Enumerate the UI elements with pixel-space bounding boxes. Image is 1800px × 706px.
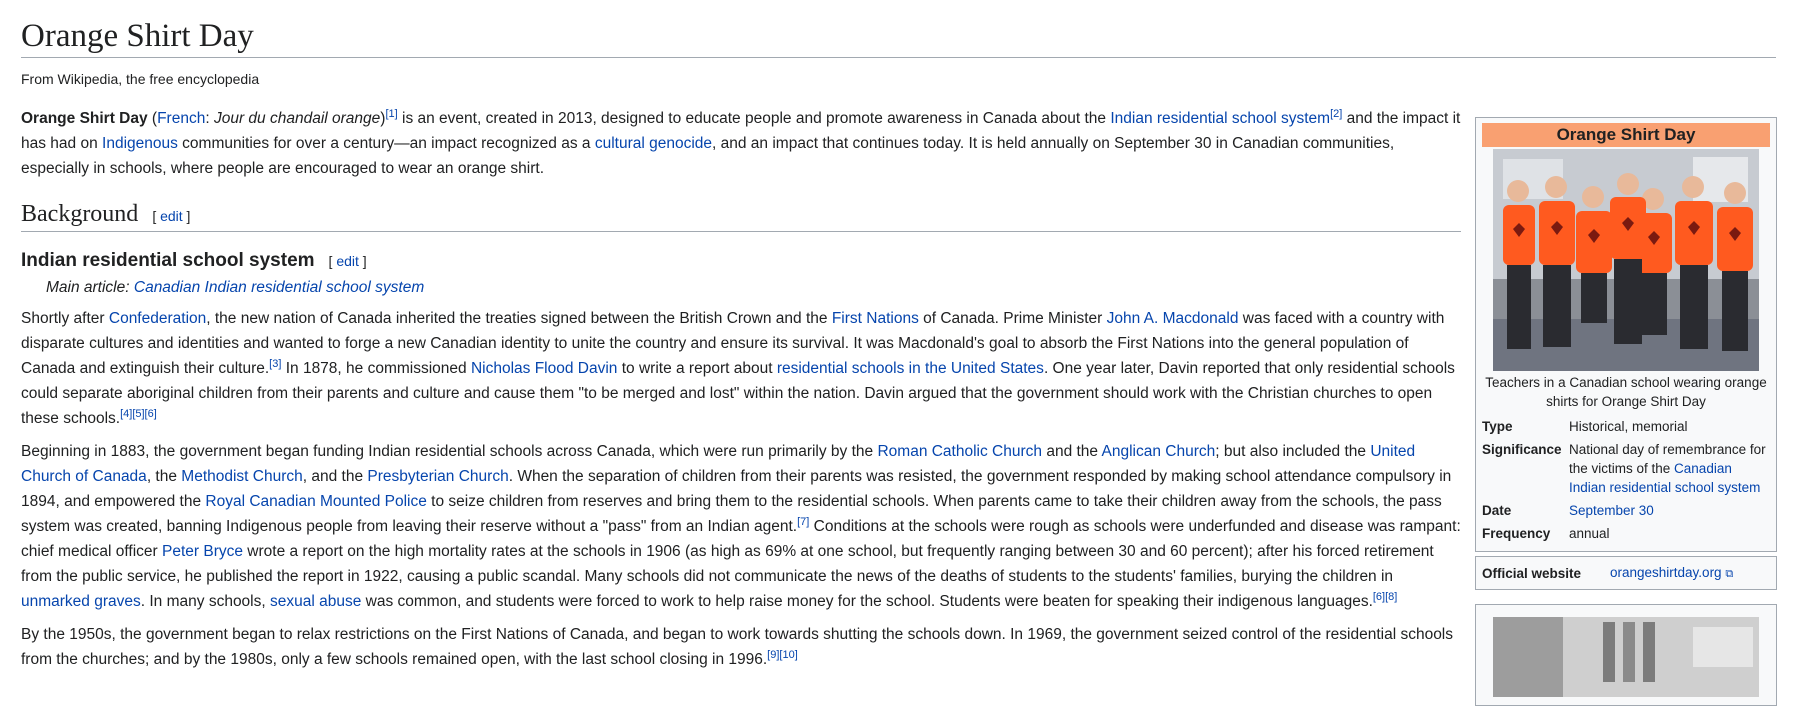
article-content — [21, 0, 1461, 672]
section-heading-background — [21, 201, 1461, 232]
significance-label: Significance — [1482, 442, 1562, 457]
official-website-box — [1475, 556, 1777, 590]
link-peter-bryce[interactable]: Peter Bryce — [162, 543, 243, 560]
frequency-label: Frequency — [1482, 526, 1551, 541]
ref-9-10[interactable]: [9][10] — [767, 648, 798, 661]
teachers-photo[interactable] — [1493, 149, 1759, 371]
ref-1[interactable]: [1] — [385, 107, 398, 120]
frequency-value: annual — [1569, 526, 1610, 541]
link-cultural-genocide[interactable]: cultural genocide — [594, 135, 713, 152]
infobox-caption: Teachers in a Canadian school wearing orange shirts for Orange Shirt Day — [1485, 375, 1767, 409]
infobox-title: Orange Shirt Day — [1482, 123, 1770, 147]
ref-7[interactable]: [7] — [797, 515, 810, 528]
main-article-hatnote — [21, 278, 1461, 298]
link-anglican-church[interactable]: Anglican Church — [1101, 443, 1216, 460]
ref-3[interactable]: [3] — [269, 357, 282, 370]
type-value: Historical, memorial — [1569, 419, 1688, 434]
french-name: Jour du chandail orange — [213, 110, 381, 127]
lead-text-1: is an event, created in 2013, designed to educate people and promote awareness in Canada about the — [397, 110, 1111, 127]
p2-text: , the — [146, 468, 182, 485]
link-sexual-abuse[interactable]: sexual abuse — [270, 593, 362, 610]
infobox-row-significance — [1476, 438, 1776, 499]
p1-text: In 1878, he commissioned — [281, 360, 471, 377]
link-residential-schools-us[interactable]: residential schools in the United States — [776, 360, 1044, 377]
main-column — [21, 106, 1461, 672]
p2-text: to seize children from reserves and bring them to the residential schools. When parents came to take their children away from the schools, the pass system was created, banning Indigenous people from leaving their reserve without a "pass" from an Indian agent. — [21, 493, 1442, 535]
link-official-website[interactable] — [1610, 565, 1733, 581]
paragraph-funding — [21, 439, 1461, 614]
p1-text: was faced with a country with disparate cultures and identities and wanted to forge a new Canadian identity to unite the country and ensure its survival. It was Macdonald's goal to absorb the First Nations into the general population of Canada and extinguish their culture. — [21, 310, 1445, 377]
link-presbyterian-church[interactable]: Presbyterian Church — [367, 468, 509, 485]
infobox-row-type — [1476, 415, 1776, 438]
edit-link-background[interactable]: edit — [160, 208, 183, 224]
type-label: Type — [1482, 419, 1513, 434]
p2-text: wrote a report on the high mortality rates at the schools in 1906 (as high as 69% at one school, but frequently ranging between 30 and 60 percent); after his forced retirement from the public service, he published the report in 1922, causing a public scandal. Many schools did not communicate the news of the deaths of students to the students' families, burying the children in — [21, 543, 1434, 585]
lead-text-4: , and an impact that continues today. It is held annually on September 30 in Canadian communities, especially in schools, where people are encouraged to wear an orange shirt. — [21, 135, 1395, 177]
link-indian-residential-school-system[interactable]: Indian residential school system — [1110, 110, 1331, 127]
main-article-label: Main article: — [46, 279, 134, 296]
significance-text: National day of remembrance for the victims of the — [1569, 442, 1766, 476]
link-canadian-irs[interactable]: Canadian Indian residential school system — [1569, 461, 1761, 495]
link-united-church-of-canada[interactable]: United Church of Canada — [21, 443, 1416, 485]
link-september-30[interactable]: September 30 — [1569, 503, 1654, 518]
link-main-article[interactable]: Canadian Indian residential school system — [133, 279, 425, 296]
tagline: From Wikipedia, the free encyclopedia — [21, 71, 260, 87]
p2-text: . When the separation of children from their parents was resisted, the government responded by making school attendance compulsory in 1894, and empowered the — [21, 468, 1452, 510]
p2-text: ; but also included the — [1215, 443, 1371, 460]
p2-text: , and the — [302, 468, 368, 485]
link-first-nations[interactable]: First Nations — [831, 310, 919, 327]
infobox-row-frequency — [1476, 522, 1776, 545]
paragraph-confederation — [21, 306, 1461, 431]
p3-text: By the 1950s, the government began to relax restrictions on the First Nations of Canada, and began to work towards shutting the schools down. In 1969, the government seized control of the residential schools from the churches; and by the 1980s, only a few schools remained open, with the last school closing in 1996. — [21, 626, 1454, 668]
background-heading-text: Background — [21, 201, 139, 227]
ref-6-8[interactable]: [6][8] — [1372, 590, 1398, 603]
link-unmarked-graves[interactable]: unmarked graves — [21, 593, 141, 610]
p2-text: Conditions at the schools were rough as schools were underfunded and disease was rampant: chief medical officer — [21, 518, 1461, 560]
irs-heading-text: Indian residential school system — [21, 250, 315, 271]
link-french[interactable]: French — [157, 110, 206, 127]
paragraph-closures — [21, 622, 1461, 672]
external-link-icon: ⧉ — [1725, 568, 1734, 580]
link-john-a-macdonald[interactable]: John A. Macdonald — [1106, 310, 1239, 327]
infobox — [1475, 117, 1777, 552]
link-confederation[interactable]: Confederation — [108, 310, 207, 327]
section-heading-irs — [21, 250, 1461, 272]
p1-text: to write a report about — [617, 360, 777, 377]
p2-text: . In many schools, — [140, 593, 270, 610]
p2-text: was common, and students were forced to work to help raise money for the school. Students were beaten for speaking their indigenous languages. — [361, 593, 1373, 610]
lead-text-3: communities for over a century—an impact recognized as a — [177, 135, 595, 152]
edit-section-irs: [ edit ] — [328, 253, 367, 269]
edit-section-background: [ edit ] — [152, 208, 191, 224]
p2-text: Beginning in 1883, the government began funding Indian residential schools across Canada, which were run primarily by the — [21, 443, 878, 460]
lead-paragraph: Orange Shirt Day (French: Jour du chandail orange)[1] is an event, created in 2013, designed to educate people and promote awareness in Canada about the Indian residential school system[2] and the impact it has had on Indigenous communities for over a century—an impact recognized as a cultural genocide, and an impact that continues today. It is held annually on September 30 in Canadian communities, especially in schools, where people are encouraged to wear an orange shirt. — [21, 107, 1461, 177]
website-url: orangeshirtday.org — [1610, 565, 1722, 580]
page-title: Orange Shirt Day — [21, 0, 1776, 58]
lead-subject: Orange Shirt Day — [21, 110, 148, 127]
link-roman-catholic-church[interactable]: Roman Catholic Church — [877, 443, 1043, 460]
official-website-label: Official website — [1482, 565, 1582, 581]
ref-4-5-6[interactable]: [4][5][6] — [120, 407, 157, 420]
edit-link-irs[interactable]: edit — [336, 253, 359, 269]
historical-photo-box — [1475, 604, 1777, 706]
historical-photo[interactable] — [1493, 617, 1759, 697]
ref-2[interactable]: [2] — [1330, 107, 1343, 120]
link-indigenous[interactable]: Indigenous — [102, 135, 178, 152]
date-label: Date — [1482, 503, 1512, 518]
lead-text-2: and the impact it has had on — [21, 110, 1461, 152]
link-rcmp[interactable]: Royal Canadian Mounted Police — [205, 493, 427, 510]
significance-value — [1569, 440, 1770, 497]
p2-text: and the — [1042, 443, 1102, 460]
p1-text: Shortly after — [21, 310, 109, 327]
link-methodist-church[interactable]: Methodist Church — [181, 468, 303, 485]
p1-text: of Canada. Prime Minister — [918, 310, 1107, 327]
link-nicholas-flood-davin[interactable]: Nicholas Flood Davin — [470, 360, 618, 377]
p1-text: , the new nation of Canada inherited the treaties signed between the British Crown and the — [206, 310, 832, 327]
infobox-row-date — [1476, 499, 1776, 522]
p1-text: . One year later, Davin reported that only residential schools could separate aboriginal children from their parents and culture and cause them "to be merged and lost" within the nation. Davin argued that the government should work with the Christian churches to open these schools. — [21, 360, 1455, 427]
